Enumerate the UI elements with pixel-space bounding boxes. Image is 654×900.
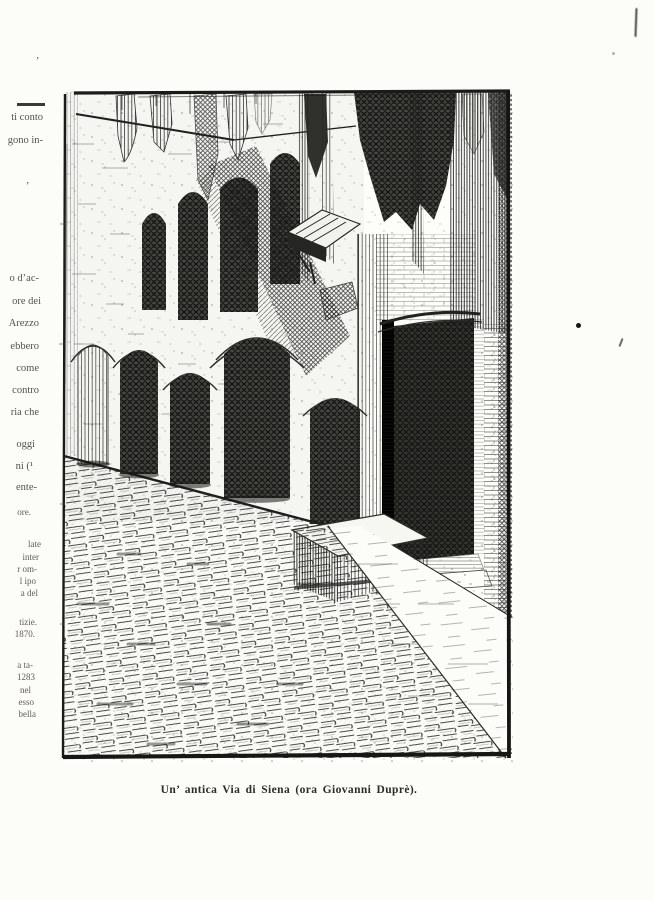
- margin-text-fragment: come: [16, 363, 39, 374]
- margin-text-fragment: a del: [20, 588, 38, 598]
- margin-text-fragment: Arezzo: [8, 318, 39, 329]
- scan-artifact-dot: [576, 323, 581, 328]
- margin-text-fragment: late: [28, 539, 41, 549]
- engraving-figure: [58, 84, 520, 768]
- margin-text-fragment: ,: [36, 50, 39, 61]
- margin-text-fragment: ebbero: [10, 341, 39, 352]
- margin-text-fragment: tizie.: [19, 617, 37, 627]
- margin-text-fragment: r om-: [17, 564, 37, 574]
- scan-artifact-dot: [612, 52, 615, 55]
- margin-text-fragment: ,: [26, 175, 29, 186]
- margin-text-fragment: a ta-: [17, 660, 33, 670]
- margin-text-fragment: ore.: [17, 507, 31, 517]
- margin-text-fragment: o d’ac-: [9, 273, 39, 284]
- margin-text-fragment: ti conto: [11, 112, 43, 123]
- margin-text-fragment: 1283: [17, 672, 35, 682]
- margin-text-fragment: inter: [22, 552, 39, 562]
- margin-text-fragment: ni (¹: [15, 461, 33, 472]
- margin-text-fragment: bella: [18, 709, 36, 719]
- column-rule-fragment: [17, 103, 45, 106]
- margin-text-fragment: ore dei: [12, 296, 41, 307]
- margin-text-fragment: ente-: [16, 482, 37, 493]
- margin-text-fragment: contro: [12, 385, 39, 396]
- street-engraving-image: [58, 84, 520, 768]
- left-margin-column: [0, 0, 47, 900]
- figure-caption: Un’ antica Via di Siena (ora Giovanni Duprè).: [160, 784, 418, 796]
- margin-text-fragment: oggi: [16, 439, 35, 450]
- scan-artifact-tick: [618, 338, 623, 347]
- margin-text-fragment: gono in-: [7, 135, 43, 146]
- margin-text-fragment: l ipo: [19, 576, 36, 586]
- margin-text-fragment: ria che: [10, 407, 39, 418]
- margin-text-fragment: esso: [18, 697, 34, 707]
- margin-text-fragment: 1870.: [14, 629, 35, 639]
- margin-text-fragment: nel: [20, 685, 31, 695]
- scan-artifact-line: [634, 8, 637, 37]
